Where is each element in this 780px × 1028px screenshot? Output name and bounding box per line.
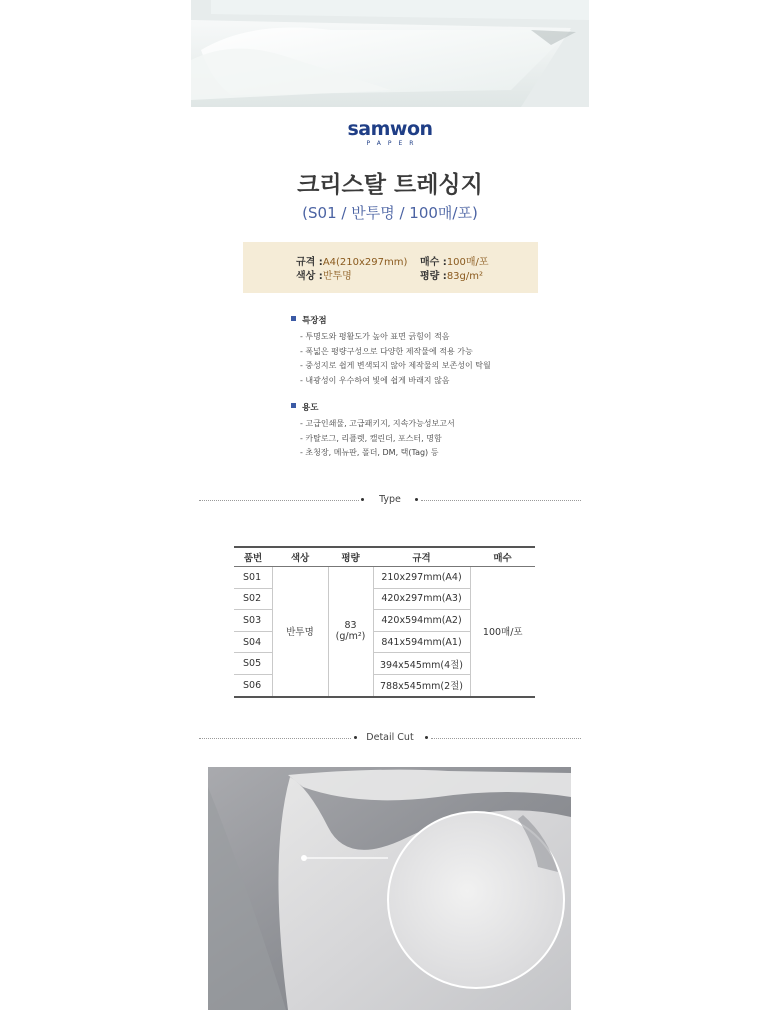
- cell-code: S04: [234, 631, 272, 653]
- divider-line: [431, 738, 581, 739]
- cell-size: 394x545mm(4절): [373, 653, 470, 675]
- divider-line: [421, 500, 581, 501]
- cell-size: 420x594mm(A2): [373, 610, 470, 632]
- uses-heading: [290, 401, 455, 417]
- spec-color: [296, 267, 352, 282]
- square-bullet-icon: [291, 403, 296, 408]
- divider-dot: [425, 736, 428, 739]
- brand-subline: PAPER: [366, 140, 421, 147]
- list-item: - 초청장, 메뉴판, 폴더, DM, 택(Tag) 등: [300, 448, 439, 457]
- spec-box: [243, 242, 538, 293]
- divider-dot: [415, 498, 418, 501]
- cell-code: S05: [234, 653, 272, 675]
- col-header-size: 규격: [373, 547, 470, 567]
- cell-size: 420x297mm(A3): [373, 588, 470, 610]
- list-item: - 내광성이 우수하여 빛에 쉽게 바래지 않음: [300, 375, 450, 385]
- brand-logo: [0, 118, 780, 148]
- page-subtitle: (S01 / 반투명 / 100매/포): [302, 204, 478, 222]
- cell-weight-value: 83: [344, 620, 357, 632]
- cell-count: 100매/포: [470, 567, 535, 697]
- spec-weight-label: 평량 :: [420, 271, 447, 282]
- col-header-color: 색상: [272, 547, 328, 567]
- brand-wordmark: samwon: [347, 118, 433, 140]
- uses-list: [290, 417, 455, 461]
- spec-size: [296, 253, 407, 268]
- features-heading: [290, 314, 491, 330]
- cell-size: 210x297mm(A4): [373, 567, 470, 589]
- spec-color-label: 색상 :: [296, 271, 323, 282]
- col-header-weight: 평량: [328, 547, 373, 567]
- features-heading-text: 특장점: [302, 316, 327, 326]
- cell-code: S01: [234, 567, 272, 589]
- cell-size: 841x594mm(A1): [373, 631, 470, 653]
- spec-size-value: A4(210x297mm): [322, 257, 408, 268]
- list-item: - 고급인쇄물, 고급패키지, 지속가능성보고서: [300, 419, 455, 428]
- cell-code: S06: [234, 674, 272, 696]
- spec-weight-value: 83g/m²: [446, 271, 484, 282]
- spec-size-label: 규격 :: [296, 257, 323, 268]
- hero-photo: [191, 0, 589, 107]
- cell-color: 반투명: [272, 567, 328, 697]
- uses-section: [290, 401, 455, 461]
- square-bullet-icon: [291, 316, 296, 321]
- table-row: [234, 567, 535, 589]
- list-item: - 투명도와 평활도가 높아 표면 긁힘이 적음: [300, 332, 450, 341]
- list-item: - 카탈로그, 리플렛, 캘린더, 포스터, 명함: [300, 433, 442, 443]
- page-title: 크리스탈 트레싱지: [297, 172, 483, 198]
- spec-count-label: 매수 :: [420, 257, 447, 268]
- type-label: Type: [379, 494, 401, 505]
- list-item: - 폭넓은 평량구성으로 다양한 제작물에 적용 가능: [300, 346, 473, 356]
- detail-label: Detail Cut: [366, 732, 414, 743]
- spec-count-value: 100매/포: [446, 257, 489, 268]
- detail-photo: [208, 767, 571, 1010]
- uses-heading-text: 용도: [302, 403, 319, 413]
- spec-weight: [420, 267, 483, 282]
- col-header-code: 품번: [234, 547, 272, 567]
- type-divider: [199, 494, 581, 508]
- col-header-count: 매수: [470, 547, 535, 567]
- cell-code: S03: [234, 610, 272, 632]
- list-item: - 중성지로 쉽게 변색되지 않아 제작물의 보존성이 탁월: [300, 361, 491, 370]
- spec-table: [234, 546, 535, 698]
- cell-weight: [328, 567, 373, 697]
- spec-count: [420, 253, 489, 268]
- detail-divider: [199, 732, 581, 746]
- spec-color-value: 반투명: [322, 271, 352, 282]
- cell-weight-unit: (g/m²): [335, 631, 366, 643]
- features-section: [290, 314, 491, 388]
- cell-size: 788x545mm(2절): [373, 674, 470, 696]
- cell-code: S02: [234, 588, 272, 610]
- features-list: [290, 330, 491, 388]
- table-header-row: [234, 547, 535, 567]
